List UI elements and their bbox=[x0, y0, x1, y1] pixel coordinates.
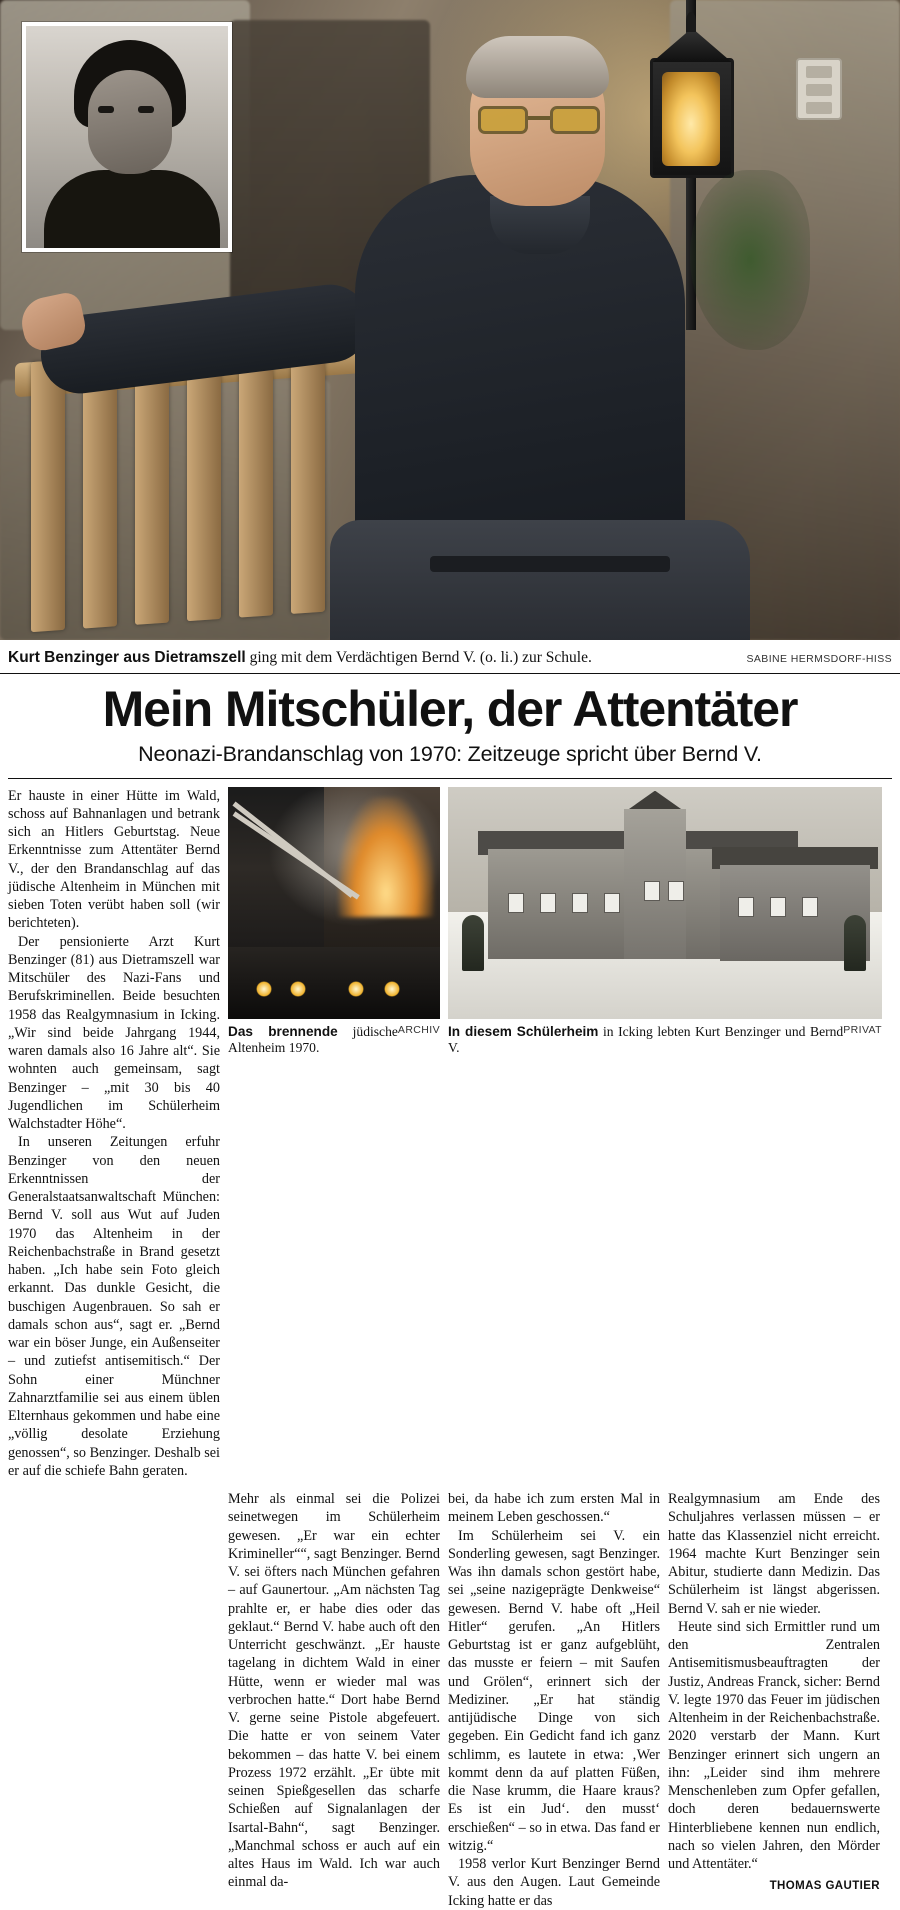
bench-slat bbox=[135, 353, 169, 625]
man-hair bbox=[466, 36, 609, 98]
headlight bbox=[348, 981, 364, 997]
article-byline: THOMAS GAUTIER bbox=[769, 1880, 880, 1893]
fire-ladder bbox=[234, 801, 384, 971]
figure-school bbox=[448, 787, 882, 1481]
page-title: Mein Mitschüler, der Attentäter bbox=[102, 681, 798, 738]
paragraph: Mehr als einmal sei die Polizei seinetwegen im Schülerheim gewesen. „Er war ein echter Krimineller““, sagt Benzinger. Bernd V. sei öfters nach München gefahren – auf Gaunertour. „Am nächsten Tag prahlte er, er habe dies oder das geklaut.“ Bernd V. habe auch oft den Unterricht geschwänzt. „Er hauste tagelang in dichtem Wald in einer Hütte, wenn er wieder mal was verbrochen hatte.“ Dort habe Bernd V. gerne seine Pistole abgefeuert. Die hatte er von seinem Vater bekommen – das hatte V. bei einem Prozess 1972 erzählt. „Er übte mit seinen Spießgesellen das scharfe Schießen auf Signalanlagen der Isartal-Bahn“, sagt Benzinger. „Manchmal schoss er auch auf ein altes Haus im Wald. Ich war auch einmal da- bbox=[228, 1491, 440, 1891]
paragraph: Realgymnasium am Ende des Schuljahres verlassen müssen – er hatte das Klassenziel nicht erreicht. 1964 machte Kurt Benzinger sein Abitur, studierte dann Medizin. Das Schülerheim ist längst abgerissen. Bernd V. sah er nie wieder. bbox=[668, 1491, 880, 1617]
lantern-finial bbox=[686, 12, 696, 32]
school-window bbox=[668, 881, 684, 901]
bench-slat bbox=[239, 345, 273, 617]
paragraph: In unseren Zeitungen erfuhr Benzinger von den neuen Erkenntnissen der Generalstaatsanwaltschaft München: Bernd V. soll aus Wut auf Juden 1970 das Altenheim in der Reichenbachstraße in Brand gesetzt haben. „Ich habe sein Foto gleich erkannt. Das dunkle Gesicht, die buschigen Augenbrauen. So sah er damals schon aus“, sagt er. „Bernd war ein böser Junge, ein Außenseiter – und zutiefst antisemitisch.“ Der Sohn einer Münchner Zahnarztfamilie sei aus einem üblen Elternhaus gekommen und habe eine „völlig desolate Erziehung genossen“, so Benzinger. Deshalb sei er auf die schiefe Bahn geraten. bbox=[8, 1134, 220, 1479]
figure-fire-caption bbox=[228, 1024, 440, 1057]
article-column-3 bbox=[448, 1490, 660, 1910]
headline-divider bbox=[8, 778, 892, 779]
bench-slat bbox=[187, 349, 221, 621]
school-window bbox=[802, 897, 818, 917]
hero-caption bbox=[0, 640, 900, 674]
glasses-lens-left bbox=[478, 106, 528, 134]
tree bbox=[462, 915, 484, 971]
hero-caption-rest: ging mit dem Verdächtigen Bernd V. (o. li.) zur Schule. bbox=[245, 649, 592, 666]
page-subtitle: Neonazi-Brandanschlag von 1970: Zeitzeuge spricht über Bernd V. bbox=[138, 741, 762, 766]
bench-slat bbox=[31, 360, 65, 632]
glasses-icon bbox=[478, 106, 600, 136]
school-window bbox=[770, 897, 786, 917]
glasses-lens-right bbox=[550, 106, 600, 134]
figure-fire-caption-lead: Das brennende bbox=[228, 1023, 338, 1039]
plant bbox=[690, 170, 810, 350]
paragraph: bei, da habe ich zum ersten Mal in meinem Leben geschossen.“ bbox=[448, 1491, 660, 1526]
paragraph: Heute sind sich Ermittler rund um den Zentralen Antisemitismusbeauftragten der Justiz, Andreas Franck, sicher: Bernd V. legte 1970 das Feuer im jüdischen Altenheim in der Reichenbachstraße. 2020 verstarb der Mann. Kurt Benzinger erinnert sich ungern an ihn: „Leider sind ihm mehrere Menschenleben zum Opfer gefallen, doch deren bedauernswerte Hinterbliebene kennen nun endlich, nach so vielen Jahren, den Mörder und Attentäter.“ bbox=[668, 1618, 880, 1873]
man-legs bbox=[330, 520, 750, 640]
headlight bbox=[384, 981, 400, 997]
figure-school-caption-rest: in Icking lebten Kurt Benzinger und Bernd V. bbox=[448, 1023, 844, 1056]
article-bottom-row bbox=[8, 1490, 892, 1910]
light-switch-panel bbox=[796, 58, 842, 120]
school-photo bbox=[448, 787, 882, 1019]
fire-photo bbox=[228, 787, 440, 1019]
school-window bbox=[738, 897, 754, 917]
ladder-beam bbox=[233, 811, 360, 899]
figure-school-source: PRIVAT bbox=[843, 1023, 882, 1036]
inset-photo-background bbox=[26, 26, 228, 248]
hero-caption-text bbox=[8, 648, 592, 667]
hero-photo-credit: SABINE HERMSDORF-HISS bbox=[746, 653, 892, 665]
school-window bbox=[508, 893, 524, 913]
school-window bbox=[572, 893, 588, 913]
article-column-1-cont bbox=[8, 1490, 220, 1910]
tree bbox=[844, 915, 866, 971]
bench-slat bbox=[83, 356, 117, 628]
figure-school-caption-lead: In diesem Schülerheim bbox=[448, 1023, 599, 1039]
lantern-light bbox=[662, 72, 720, 166]
article-column-2 bbox=[228, 1490, 440, 1910]
figure-school-caption bbox=[448, 1024, 882, 1057]
glasses-bridge bbox=[528, 116, 550, 120]
switch-rocker bbox=[806, 102, 832, 114]
school-window bbox=[644, 881, 660, 901]
headlight bbox=[256, 981, 272, 997]
paragraph: 1958 verlor Kurt Benzinger Bernd V. aus den Augen. Laut Gemeinde Icking hatte er das bbox=[448, 1856, 660, 1909]
inset-eye-right bbox=[138, 106, 154, 113]
bench-slat bbox=[291, 342, 325, 614]
school-window bbox=[540, 893, 556, 913]
article-top-row bbox=[8, 787, 892, 1481]
article-body bbox=[0, 787, 900, 1910]
switch-rocker bbox=[806, 84, 832, 96]
article-column-4 bbox=[668, 1490, 880, 1910]
inset-shoulders bbox=[44, 170, 220, 248]
inset-face bbox=[88, 70, 172, 174]
hero-photo bbox=[0, 0, 900, 640]
paragraph: Im Schülerheim sei V. ein Sonderling gewesen, sagt Benzinger. Was ihn damals schon gestört habe, sei „seine nazigeprägte Denkweise“ gewesen. Bernd V. habe oft „Heil Hitler“ gerufen. „An Hitlers Geburtstag ist er ganz aufgeblüht, das musste er feiern – mit Saufen und Grölen“, erinnert sich der Mediziner. „Er hat ständig antijüdische Dinge von sich gegeben. Ein Gedicht fand ich ganz schlimm, es lautete in etwa: ‚Wer kommt denn da auf platten Füßen, die Nase krumm, die Haare kraus? Es ist ein Jud‘. den musst‘ erschießen“ – so in etwa. Das fand er witzig.“ bbox=[448, 1527, 660, 1854]
figure-fire-caption-rest: jüdische Altenheim 1970. bbox=[228, 1023, 398, 1056]
inset-archive-portrait bbox=[22, 22, 232, 252]
paragraph: Er hauste in einer Hütte im Wald, schoss auf Bahnanlagen und betrank sich an Hitlers Geburtstag. Neue Erkenntnisse zum Attentäter Bernd V., der den Brandanschlag auf das jüdische Altenheim in München mit sieben Toten verübt haben soll (wir berichteten). bbox=[8, 787, 220, 932]
inset-eye-left bbox=[98, 106, 114, 113]
paragraph: Der pensionierte Arzt Kurt Benzinger (81) aus Dietramszell war Mitschüler des Nazi-Fans und Berufskriminellen. Beide besuchten 1958 das Realgymnasium in Icking. „Wir sind beide Jahrgang 1944, waren damals also 16 Jahre alt“. Sie wohnten auch gemeinsam, sagt Benzinger – „mit 30 bis 40 Jugendlichen im Schülerheim Walchstadter Höhe“. bbox=[8, 933, 220, 1133]
figure-fire bbox=[228, 787, 440, 1481]
hero-caption-lead: Kurt Benzinger aus Dietramszell bbox=[8, 649, 246, 666]
school-window bbox=[604, 893, 620, 913]
headlight bbox=[290, 981, 306, 997]
switch-rocker bbox=[806, 66, 832, 78]
figure-fire-source: ARCHIV bbox=[397, 1023, 440, 1036]
article-column-1 bbox=[8, 787, 220, 1481]
man-belt bbox=[430, 556, 670, 572]
